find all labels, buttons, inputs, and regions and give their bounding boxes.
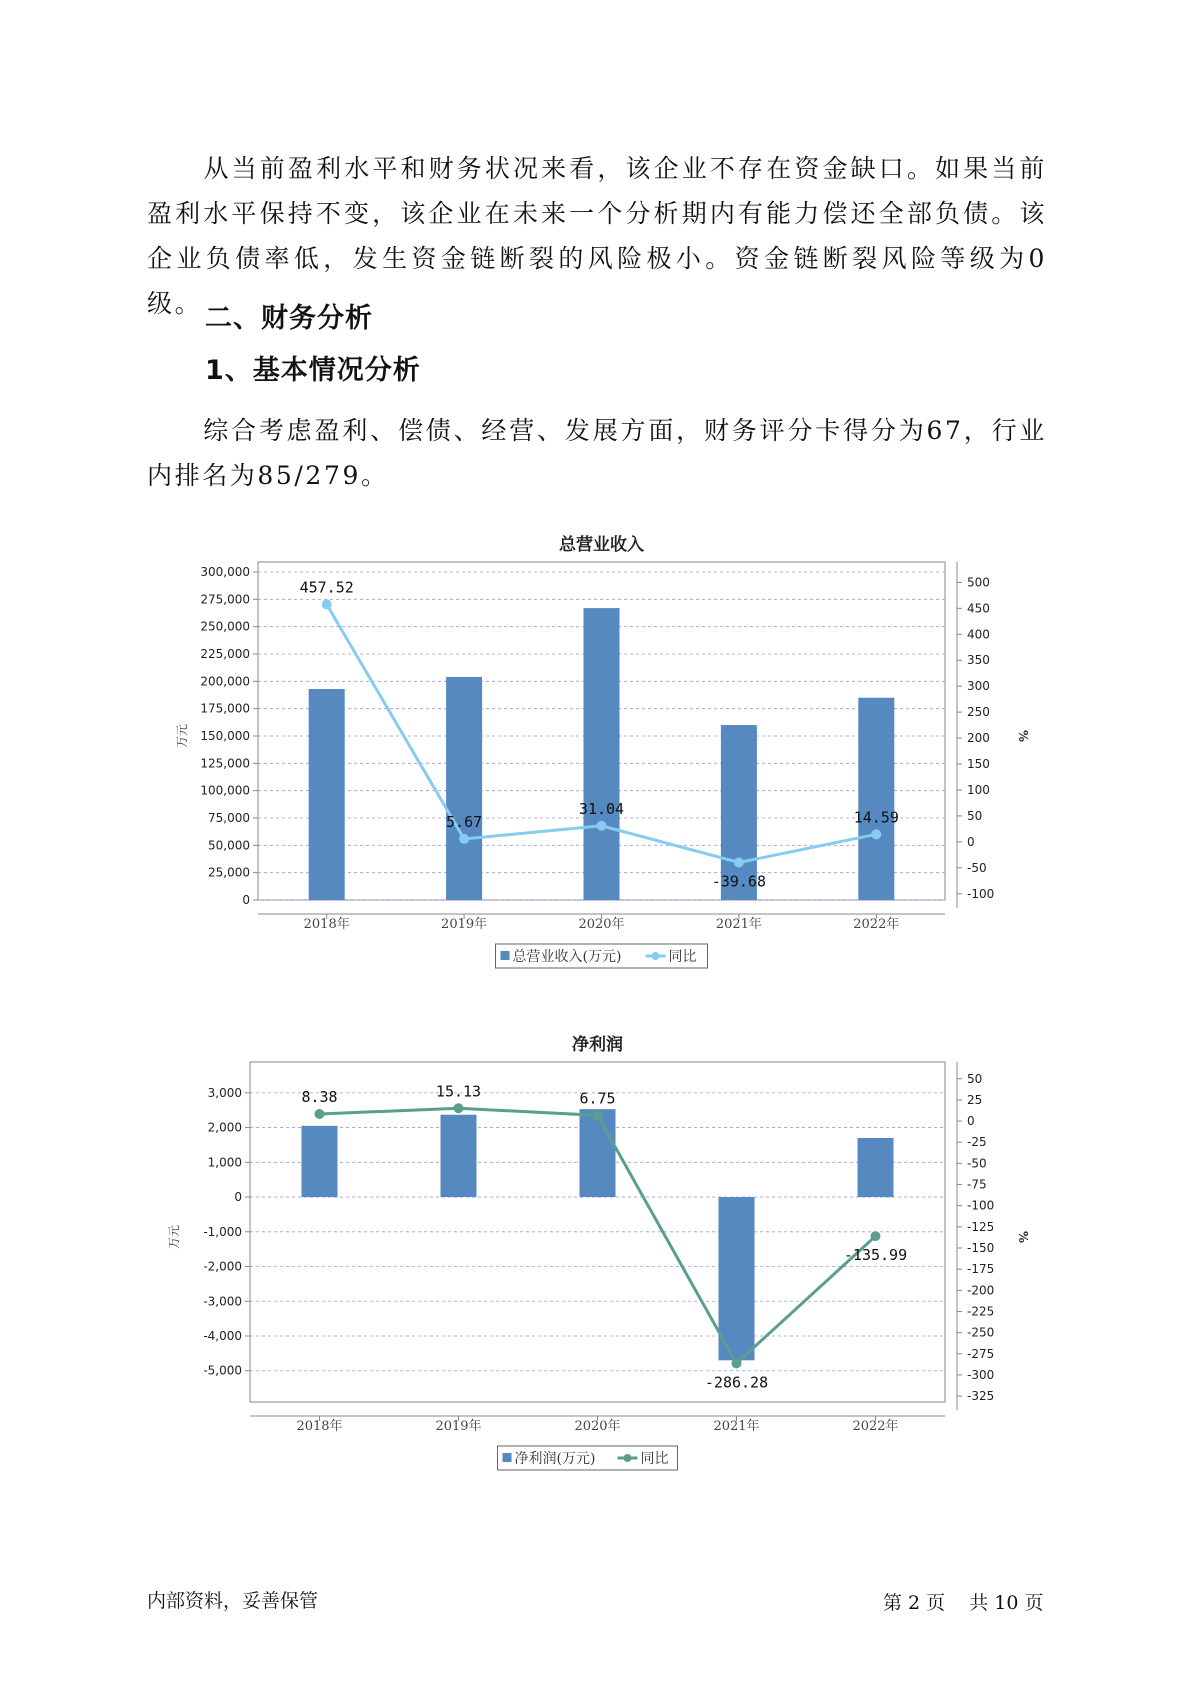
y2-tick-label: -200 <box>967 1283 995 1298</box>
bar-2020年 <box>584 608 620 900</box>
yoy-data-label: 8.38 <box>301 1087 338 1106</box>
yoy-point <box>322 599 332 609</box>
yoy-data-label: 31.04 <box>578 799 625 818</box>
y-tick-label: 75,000 <box>208 811 250 825</box>
paragraph-scorecard <box>147 408 1047 498</box>
yoy-data-label: -135.99 <box>843 1246 908 1265</box>
y2-tick-label: -225 <box>967 1304 995 1319</box>
y2-tick-label: 0 <box>967 1114 975 1129</box>
bar-2018年 <box>302 1126 338 1197</box>
x-tick-label: 2020年 <box>574 1419 621 1434</box>
page-prefix: 第 <box>883 1592 903 1614</box>
y2-tick-label: -150 <box>967 1241 995 1255</box>
bar-2019年 <box>446 677 482 900</box>
bar-2019年 <box>441 1115 477 1197</box>
legend-bar-swatch <box>501 951 510 960</box>
x-tick-label: 2021年 <box>715 917 762 932</box>
y-axis-label: 万元 <box>167 1224 181 1250</box>
total-prefix: 共 <box>969 1592 989 1614</box>
yoy-data-label: -39.68 <box>711 872 766 891</box>
y2-tick-label: 100 <box>967 782 990 797</box>
y2-tick-label: 450 <box>967 601 990 616</box>
revenue-chart <box>0 520 1191 980</box>
y-axis-label: 万元 <box>175 723 189 749</box>
y2-tick-label: -75 <box>967 1177 987 1192</box>
y2-tick-label: -100 <box>967 1198 995 1213</box>
y-tick-label: -2,000 <box>203 1259 242 1274</box>
y-tick-label: 175,000 <box>200 701 250 716</box>
yoy-point <box>871 829 881 839</box>
yoy-point <box>597 821 607 831</box>
net-profit-chart-svg <box>0 1020 1191 1480</box>
legend-bar-label: 净利润(万元) <box>514 1451 596 1467</box>
net-profit-chart <box>0 1020 1191 1480</box>
y2-tick-label: 400 <box>967 627 990 642</box>
y2-axis-label: % <box>1016 729 1030 743</box>
yoy-point <box>734 857 744 867</box>
yoy-point <box>459 834 469 844</box>
legend-line-label: 同比 <box>668 949 697 965</box>
legend-bar-label: 总营业收入(万元) <box>512 949 622 965</box>
yoy-data-label: 14.59 <box>853 808 899 827</box>
bar-2022年 <box>858 698 894 900</box>
paragraph-scorecard-text: 综合考虑盈利、偿债、经营、发展方面，财务评分卡得分为67，行业内排名为85/279。 <box>147 416 1047 490</box>
x-tick-label: 2021年 <box>713 1419 760 1434</box>
y-tick-label: 0 <box>234 1190 242 1205</box>
y2-tick-label: 25 <box>967 1092 983 1107</box>
y-tick-label: 2,000 <box>207 1120 242 1135</box>
y-tick-label: 150,000 <box>200 729 250 743</box>
yoy-data-label: 457.52 <box>299 578 354 597</box>
x-tick-label: 2022年 <box>853 917 900 932</box>
y2-tick-label: 250 <box>967 705 990 720</box>
y2-tick-label: 350 <box>967 653 990 668</box>
y-tick-label: 125,000 <box>200 756 250 771</box>
legend-line-marker <box>652 952 660 960</box>
y2-tick-label: 50 <box>967 808 983 823</box>
y-tick-label: -1,000 <box>203 1224 242 1239</box>
y2-tick-label: -275 <box>967 1346 995 1361</box>
yoy-point <box>732 1358 742 1368</box>
revenue-chart-svg <box>0 520 1191 980</box>
yoy-data-label: 15.13 <box>435 1082 482 1101</box>
y-tick-label: -3,000 <box>203 1294 242 1309</box>
y-tick-label: 50,000 <box>208 838 250 853</box>
y2-tick-label: 300 <box>967 679 990 694</box>
y2-tick-label: 150 <box>967 757 990 772</box>
x-tick-label: 2019年 <box>435 1419 482 1434</box>
yoy-point <box>871 1231 881 1241</box>
x-tick-label: 2020年 <box>578 917 625 932</box>
legend-line-marker <box>624 1454 632 1462</box>
legend-line-label: 同比 <box>640 1451 669 1467</box>
y-tick-label: 3,000 <box>207 1085 242 1100</box>
x-tick-label: 2018年 <box>296 1419 343 1434</box>
y-tick-label: -4,000 <box>203 1329 242 1343</box>
section-heading-financial-analysis: 二、财务分析 <box>205 303 373 334</box>
y-tick-label: -5,000 <box>203 1363 242 1378</box>
chart-title: 总营业收入 <box>559 535 644 555</box>
y2-tick-label: -50 <box>967 1156 987 1171</box>
yoy-point <box>315 1109 325 1119</box>
y-tick-label: 1,000 <box>207 1155 242 1170</box>
legend-bar-swatch <box>503 1453 512 1462</box>
footer-confidential: 内部资料，妥善保管 <box>147 1590 319 1612</box>
yoy-point <box>454 1103 464 1113</box>
y-tick-label: 0 <box>242 893 250 907</box>
subsection-heading-basic-analysis: 1、基本情况分析 <box>205 355 421 386</box>
x-tick-label: 2022年 <box>852 1419 899 1434</box>
footer-page-number <box>880 1588 1046 1615</box>
total-unit: 页 <box>1024 1592 1044 1614</box>
y2-axis-label: % <box>1016 1230 1030 1244</box>
y2-tick-label: 0 <box>967 834 975 849</box>
yoy-data-label: 6.75 <box>579 1089 616 1108</box>
y2-tick-label: -175 <box>967 1262 995 1277</box>
y2-tick-label: -100 <box>967 886 995 901</box>
page-current: 2 <box>908 1592 921 1614</box>
y-tick-label: 250,000 <box>200 619 250 634</box>
y-tick-label: 300,000 <box>200 565 250 579</box>
y-tick-label: 225,000 <box>200 647 250 661</box>
y2-tick-label: -25 <box>967 1135 987 1150</box>
x-tick-label: 2019年 <box>441 917 488 932</box>
yoy-data-label: -286.28 <box>704 1373 769 1392</box>
y2-tick-label: -300 <box>967 1367 995 1382</box>
bar-2020年 <box>580 1109 616 1197</box>
bar-2022年 <box>858 1138 894 1197</box>
page-total: 10 <box>994 1592 1019 1614</box>
y2-tick-label: -125 <box>967 1219 995 1234</box>
chart-title: 净利润 <box>572 1035 623 1055</box>
x-tick-label: 2018年 <box>303 917 350 932</box>
y2-tick-label: -325 <box>967 1389 995 1404</box>
yoy-data-label: 5.67 <box>446 812 483 831</box>
y2-tick-label: -50 <box>967 860 987 875</box>
paragraph-funding-gap-text: 从当前盈利水平和财务状况来看，该企业不存在资金缺口。如果当前盈利水平保持不变，该企业在未来一个分析期内有能力偿还全部负债。该企业负债率低，发生资金链断裂的风险极小。资金链断裂风险等级为0级。 <box>147 154 1047 318</box>
yoy-point <box>593 1110 603 1120</box>
y-tick-label: 275,000 <box>200 592 250 607</box>
y2-tick-label: 500 <box>967 575 990 590</box>
y2-tick-label: 200 <box>967 731 990 746</box>
bar-2021年 <box>719 1197 755 1360</box>
y-tick-label: 200,000 <box>200 674 250 689</box>
bar-2018年 <box>309 689 345 900</box>
y-tick-label: 100,000 <box>200 783 250 798</box>
y2-tick-label: -250 <box>967 1325 995 1340</box>
y2-tick-label: 50 <box>967 1071 983 1086</box>
y-tick-label: 25,000 <box>208 865 250 880</box>
page-unit: 页 <box>926 1592 946 1614</box>
